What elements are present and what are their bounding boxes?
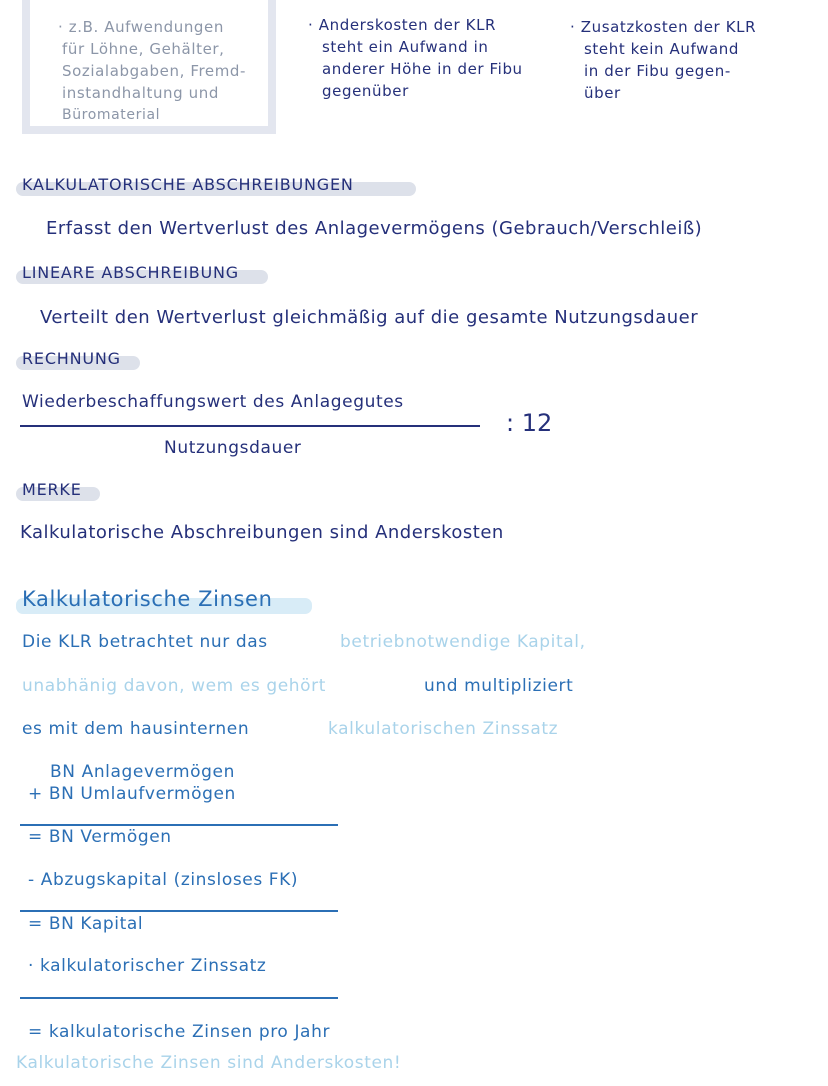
zusatzkosten-line-3: in der Fibu gegen- bbox=[584, 62, 731, 80]
merke-heading: MERKE bbox=[22, 480, 82, 499]
formula-numerator: Wiederbeschaffungswert des Anlagegutes bbox=[22, 392, 404, 412]
calc-rule-2 bbox=[20, 910, 338, 912]
zinsen-line-2a: unabhänig davon, wem es gehört bbox=[22, 676, 327, 696]
anderskosten-line-1: · Anderskosten der KLR bbox=[308, 16, 497, 34]
lineare-heading: LINEARE ABSCHREIBUNG bbox=[22, 263, 239, 282]
merke-text: Kalkulatorische Abschreibungen sind Anderskosten bbox=[20, 522, 504, 543]
rechnung-heading: RECHNUNG bbox=[22, 349, 121, 368]
calc-rule-1 bbox=[20, 824, 338, 826]
calc-bn-kapital: = BN Kapital bbox=[28, 914, 144, 934]
anderskosten-line-4: gegenüber bbox=[322, 82, 409, 100]
zusatzkosten-line-4: über bbox=[584, 84, 621, 102]
kalk-abschreibungen-heading: KALKULATORISCHE ABSCHREIBUNGEN bbox=[22, 175, 354, 194]
zusatzkosten-line-2: steht kein Aufwand bbox=[584, 40, 739, 58]
box-line-3: Sozialabgaben, Fremd- bbox=[62, 62, 247, 80]
calc-bn-anlagevermoegen: BN Anlagevermögen bbox=[50, 762, 235, 782]
fraction-line bbox=[20, 425, 480, 427]
zinsen-line-1b: betriebnotwendige Kapital, bbox=[340, 632, 586, 652]
calc-zinssatz: · kalkulatorischer Zinssatz bbox=[28, 956, 267, 976]
zinsen-heading: Kalkulatorische Zinsen bbox=[22, 587, 273, 611]
zinsen-line-3a: es mit dem hausinternen bbox=[22, 719, 250, 739]
calc-rule-3 bbox=[20, 997, 338, 999]
zinsen-line-1a: Die KLR betrachtet nur das bbox=[22, 632, 268, 652]
box-line-2: für Löhne, Gehälter, bbox=[62, 40, 225, 58]
box-line-5: Büromaterial bbox=[62, 107, 161, 123]
calc-bn-vermoegen: = BN Vermögen bbox=[28, 827, 172, 847]
zusatzkosten-line-1: · Zusatzkosten der KLR bbox=[570, 18, 757, 36]
kalk-abschreibungen-text: Erfasst den Wertverlust des Anlagevermögens (Gebrauch/Verschleiß) bbox=[46, 218, 703, 239]
box-line-1: · z.B. Aufwendungen bbox=[58, 18, 224, 36]
calc-zinsen-pro-jahr: = kalkulatorische Zinsen pro Jahr bbox=[28, 1022, 331, 1042]
anderskosten-line-3: anderer Höhe in der Fibu bbox=[322, 60, 523, 78]
formula-divisor: : 12 bbox=[506, 409, 553, 437]
calc-bn-umlaufvermoegen: + BN Umlaufvermögen bbox=[28, 784, 236, 804]
lineare-text: Verteilt den Wertverlust gleichmäßig auf die gesamte Nutzungsdauer bbox=[40, 307, 699, 328]
anderskosten-line-2: steht ein Aufwand in bbox=[322, 38, 489, 56]
zinsen-conclusion: Kalkulatorische Zinsen sind Anderskosten! bbox=[16, 1053, 402, 1073]
box-line-4: instandhaltung und bbox=[62, 84, 219, 102]
zinsen-line-2b: und multipliziert bbox=[424, 676, 574, 696]
formula-denominator: Nutzungsdauer bbox=[164, 438, 302, 458]
calc-abzugskapital: - Abzugskapital (zinsloses FK) bbox=[28, 870, 299, 890]
zinsen-line-3b: kalkulatorischen Zinssatz bbox=[328, 719, 559, 739]
